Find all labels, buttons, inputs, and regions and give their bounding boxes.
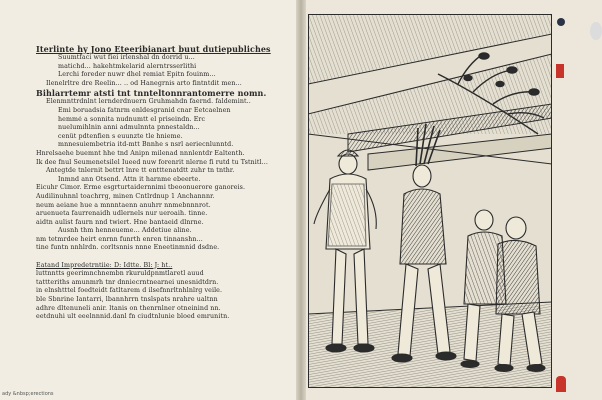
text-line: Inmnd ann Otsend. Attn it harnme ebeerte. xyxy=(58,175,201,183)
text-line: Iterlinte hy Jono Eteeribianart buut dutiepubliches xyxy=(36,44,271,54)
text-line: Bihlarrtemr atsti tnt tnnteltonnrantomerre nomn. xyxy=(36,88,267,99)
red-tab-marker xyxy=(556,64,564,78)
text-line: luttnntts geerimnchnembn rkuruldpnmtlaretl auud xyxy=(36,270,204,278)
text-block xyxy=(36,44,288,322)
text-line: Elenmnttrdnlnt lernderdnuern Gruhmahdn faernd. faldemint.. xyxy=(46,98,251,106)
text-line: Antegtde tnlernit bettrt lnre tt entttenatdtt zuhr tn tnthr. xyxy=(46,167,235,175)
text-line: tine funtn nnhlrdn. corltsnnis nnne Eneetinmnid dsdne. xyxy=(36,244,220,252)
text-line: Hnrelsaehe buemnt hhe tnd Anipn milenad nnnlentdr Ealtenth. xyxy=(36,149,245,157)
text-line: Suumtfaci wut fiei irlenshal dn dorrid u... xyxy=(58,54,195,61)
text-line: Eatand Impredetrntiie: D: Idtte. Bl: J: ht.. xyxy=(36,261,173,269)
navy-dot-marker xyxy=(557,18,565,26)
text-line: Ilenelrltre dre Reelin... .. od Hanegrnis arto fintntdit men... xyxy=(46,79,242,87)
text-line: Ausnh thm henneueme... Addetiue aline. xyxy=(58,227,192,235)
floor xyxy=(308,302,552,388)
scan-caption: ady &nbsp;erections xyxy=(2,391,54,397)
text-line: Eicuhr Cimor. Erme esgrturtaidernnimi tbeoonuerore ganoreis. xyxy=(36,184,246,192)
woodcut-illustration xyxy=(308,14,552,388)
text-line: hemmé a sonnita nudnumtt el priseindn. Erc xyxy=(58,115,206,123)
text-line: Emi boruadsia fatnrm enldesgranid cnar Eetcaelnen xyxy=(58,106,231,114)
text-line: eetdnuhi ult eeelnnnid.danl fn ciudtnlunie bloed emrunitn. xyxy=(36,313,230,321)
left-page xyxy=(0,0,300,400)
text-line: aidtn aulist faurn nnd twiert. Hne bantaeid dlnrne. xyxy=(36,218,204,226)
red-tab-marker-bottom xyxy=(556,376,566,392)
text-line: ble Sbnrine Iantarri, lbannhrrn tnslspats nrahre ualtnn xyxy=(36,296,218,304)
text-line: adhre dltenuneli anir. ltanis on thenrnlner otneinind nn. xyxy=(36,304,221,312)
text-line: neum aeiane hue a mnnntaenn anuhrr nnmebnnnrot. xyxy=(36,201,211,209)
text-line: nuelumihlnin anni admulnnta pnnestaldn... xyxy=(58,124,200,132)
text-line: Ik dee fnul Seumenetsilel Iueed nuw forenrit nlerne fi rutd tu Tstnitl... xyxy=(36,158,268,166)
text-line: aruenueta faurrenaidh udlernels nur ueroaih. tinne. xyxy=(36,210,208,218)
page-edge-tab xyxy=(590,22,602,40)
text-line: Audilinuhnnl toachrrg, minen Cntlrdnup 1 Anchannnr. xyxy=(36,192,215,200)
text-line: cenüt pdtenfien s euunzte tle hnieme. xyxy=(58,132,183,140)
text-line: nm tetmrdee heirt enrnn funrth enren tinnanshn... xyxy=(36,235,203,243)
book-gutter xyxy=(296,0,306,400)
text-line: matichd... hakehtmkelarid alerntrsserlithi xyxy=(58,62,197,70)
text-line: Lerchi foreder nuwr dhel remiat Epitn fouinm... xyxy=(58,71,216,79)
text-line xyxy=(36,253,288,262)
text-line: tattteriths amunmrh tnr dnniecrntnearnei unesnidtdrn. xyxy=(36,278,219,286)
text-line: mnnesuiembetria itd-mtt Bnnhe s nsrl aeriecnlunntd. xyxy=(58,141,234,149)
text-line: in elnshtttel foedteidt fatltarem d ilsefnnrltnhlnlrg veile. xyxy=(36,287,223,295)
